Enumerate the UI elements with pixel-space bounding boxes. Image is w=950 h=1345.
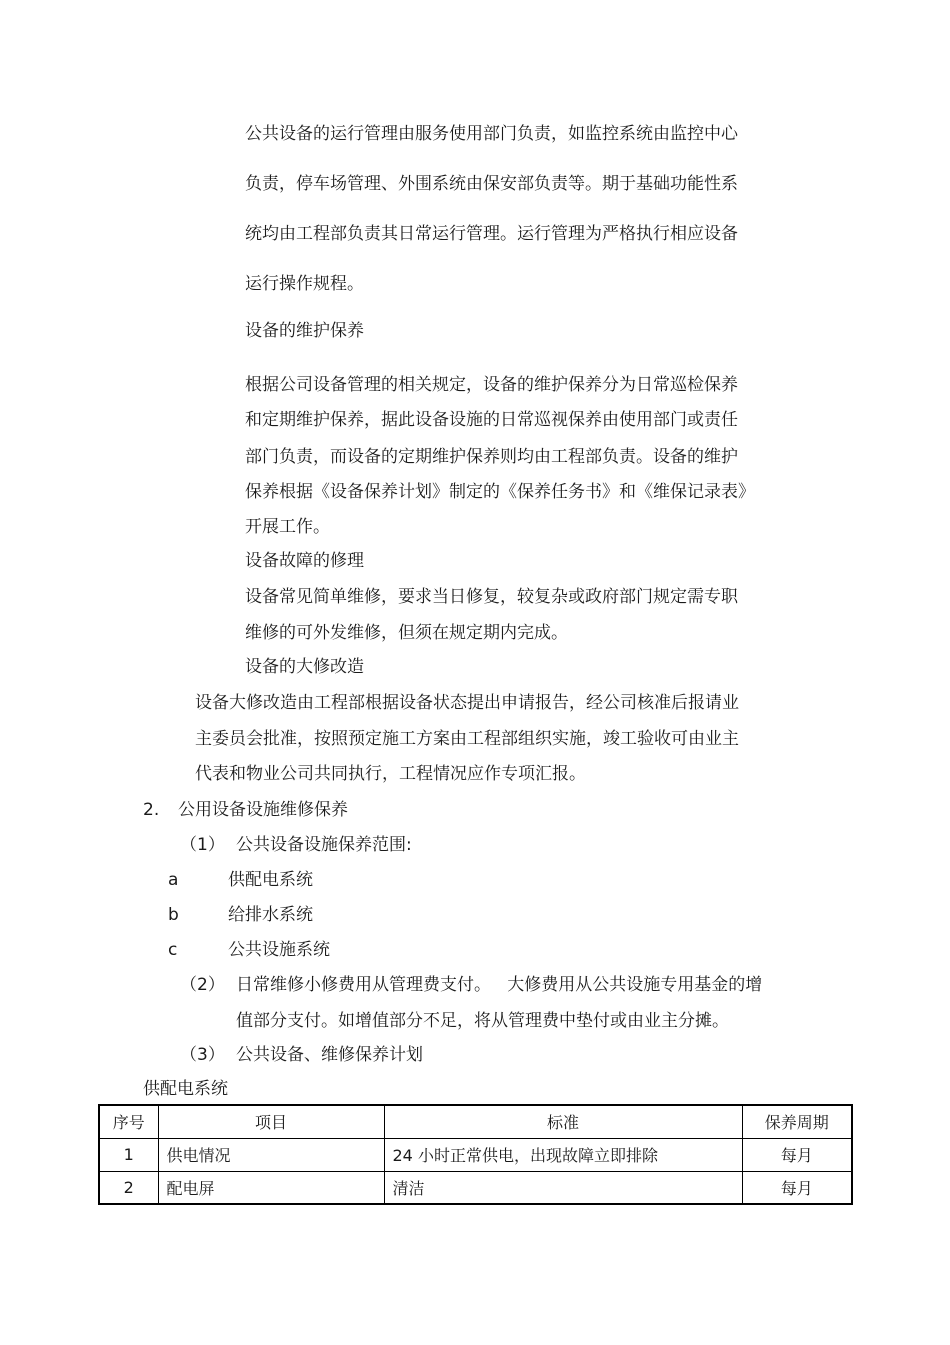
list-item: 给排水系统	[228, 905, 313, 925]
paragraph-line: 部门负责，而设备的定期维护保养则均由工程部负责。设备的维护	[245, 447, 738, 467]
header-cell: 项目	[158, 1105, 384, 1138]
item-text-continuation: 值部分支付。如增值部分不足，将从管理费中垫付或由业主分摊。	[236, 1011, 729, 1031]
item-text: 日常维修小修费用从管理费支付。 大修费用从公共设施专用基金的增	[236, 975, 763, 995]
table-cell: 24 小时正常供电，出现故障立即排除	[384, 1138, 742, 1171]
section-heading-repair: 设备故障的修理	[245, 551, 364, 571]
table-header-row	[99, 1105, 852, 1138]
header-cell: 序号	[99, 1105, 158, 1138]
item-text: 公共设备、维修保养计划	[236, 1045, 423, 1065]
list-item: 公共设施系统	[228, 940, 330, 960]
header-cell: 标准	[384, 1105, 742, 1138]
item-marker: （3）	[180, 1045, 225, 1065]
table-caption: 供配电系统	[143, 1079, 228, 1099]
paragraph-line: 设备大修改造由工程部根据设备状态提出申请报告，经公司核准后报请业	[195, 693, 739, 713]
table-cell: 供电情况	[158, 1138, 384, 1171]
table-cell: 每月	[742, 1171, 852, 1204]
paragraph-line: 保养根据《设备保养计划》制定的《保养任务书》和《维保记录表》	[245, 482, 755, 502]
section-heading-maintenance: 设备的维护保养	[245, 321, 364, 341]
paragraph-line: 主委员会批准，按照预定施工方案由工程部组织实施，竣工验收可由业主	[195, 729, 739, 749]
table-cell: 1	[99, 1138, 158, 1171]
table-row	[99, 1171, 852, 1204]
table-cell: 2	[99, 1171, 158, 1204]
item-text: 公共设备设施保养范围:	[236, 835, 412, 855]
list-item: 供配电系统	[228, 870, 313, 890]
table-cell: 每月	[742, 1138, 852, 1171]
table-cell: 清洁	[384, 1171, 742, 1204]
item-marker: （1）	[180, 835, 225, 855]
section-heading-overhaul: 设备的大修改造	[245, 657, 364, 677]
list-marker: b	[168, 905, 179, 925]
paragraph-line: 运行操作规程。	[245, 274, 364, 294]
paragraph-line: 根据公司设备管理的相关规定，设备的维护保养分为日常巡检保养	[245, 375, 738, 395]
header-cell: 保养周期	[742, 1105, 852, 1138]
table-row	[99, 1138, 852, 1171]
list-marker: a	[168, 870, 179, 890]
item-marker: （2）	[180, 975, 225, 995]
paragraph-line: 维修的可外发维修，但须在规定期内完成。	[245, 623, 568, 643]
section-number: 2.	[143, 800, 160, 820]
maintenance-table	[98, 1104, 853, 1205]
paragraph-line: 和定期维护保养，据此设备设施的日常巡视保养由使用部门或责任	[245, 410, 738, 430]
paragraph-line: 统均由工程部负责其日常运行管理。运行管理为严格执行相应设备	[245, 224, 738, 244]
paragraph-line: 公共设备的运行管理由服务使用部门负责，如监控系统由监控中心	[245, 124, 738, 144]
section-title: 公用设备设施维修保养	[178, 800, 348, 820]
list-marker: c	[168, 940, 178, 960]
paragraph-line: 负责，停车场管理、外围系统由保安部负责等。期于基础功能性系	[245, 174, 738, 194]
paragraph-line: 代表和物业公司共同执行，工程情况应作专项汇报。	[195, 764, 586, 784]
table-cell: 配电屏	[158, 1171, 384, 1204]
paragraph-line: 开展工作。	[245, 517, 330, 537]
paragraph-line: 设备常见简单维修，要求当日修复，较复杂或政府部门规定需专职	[245, 587, 738, 607]
